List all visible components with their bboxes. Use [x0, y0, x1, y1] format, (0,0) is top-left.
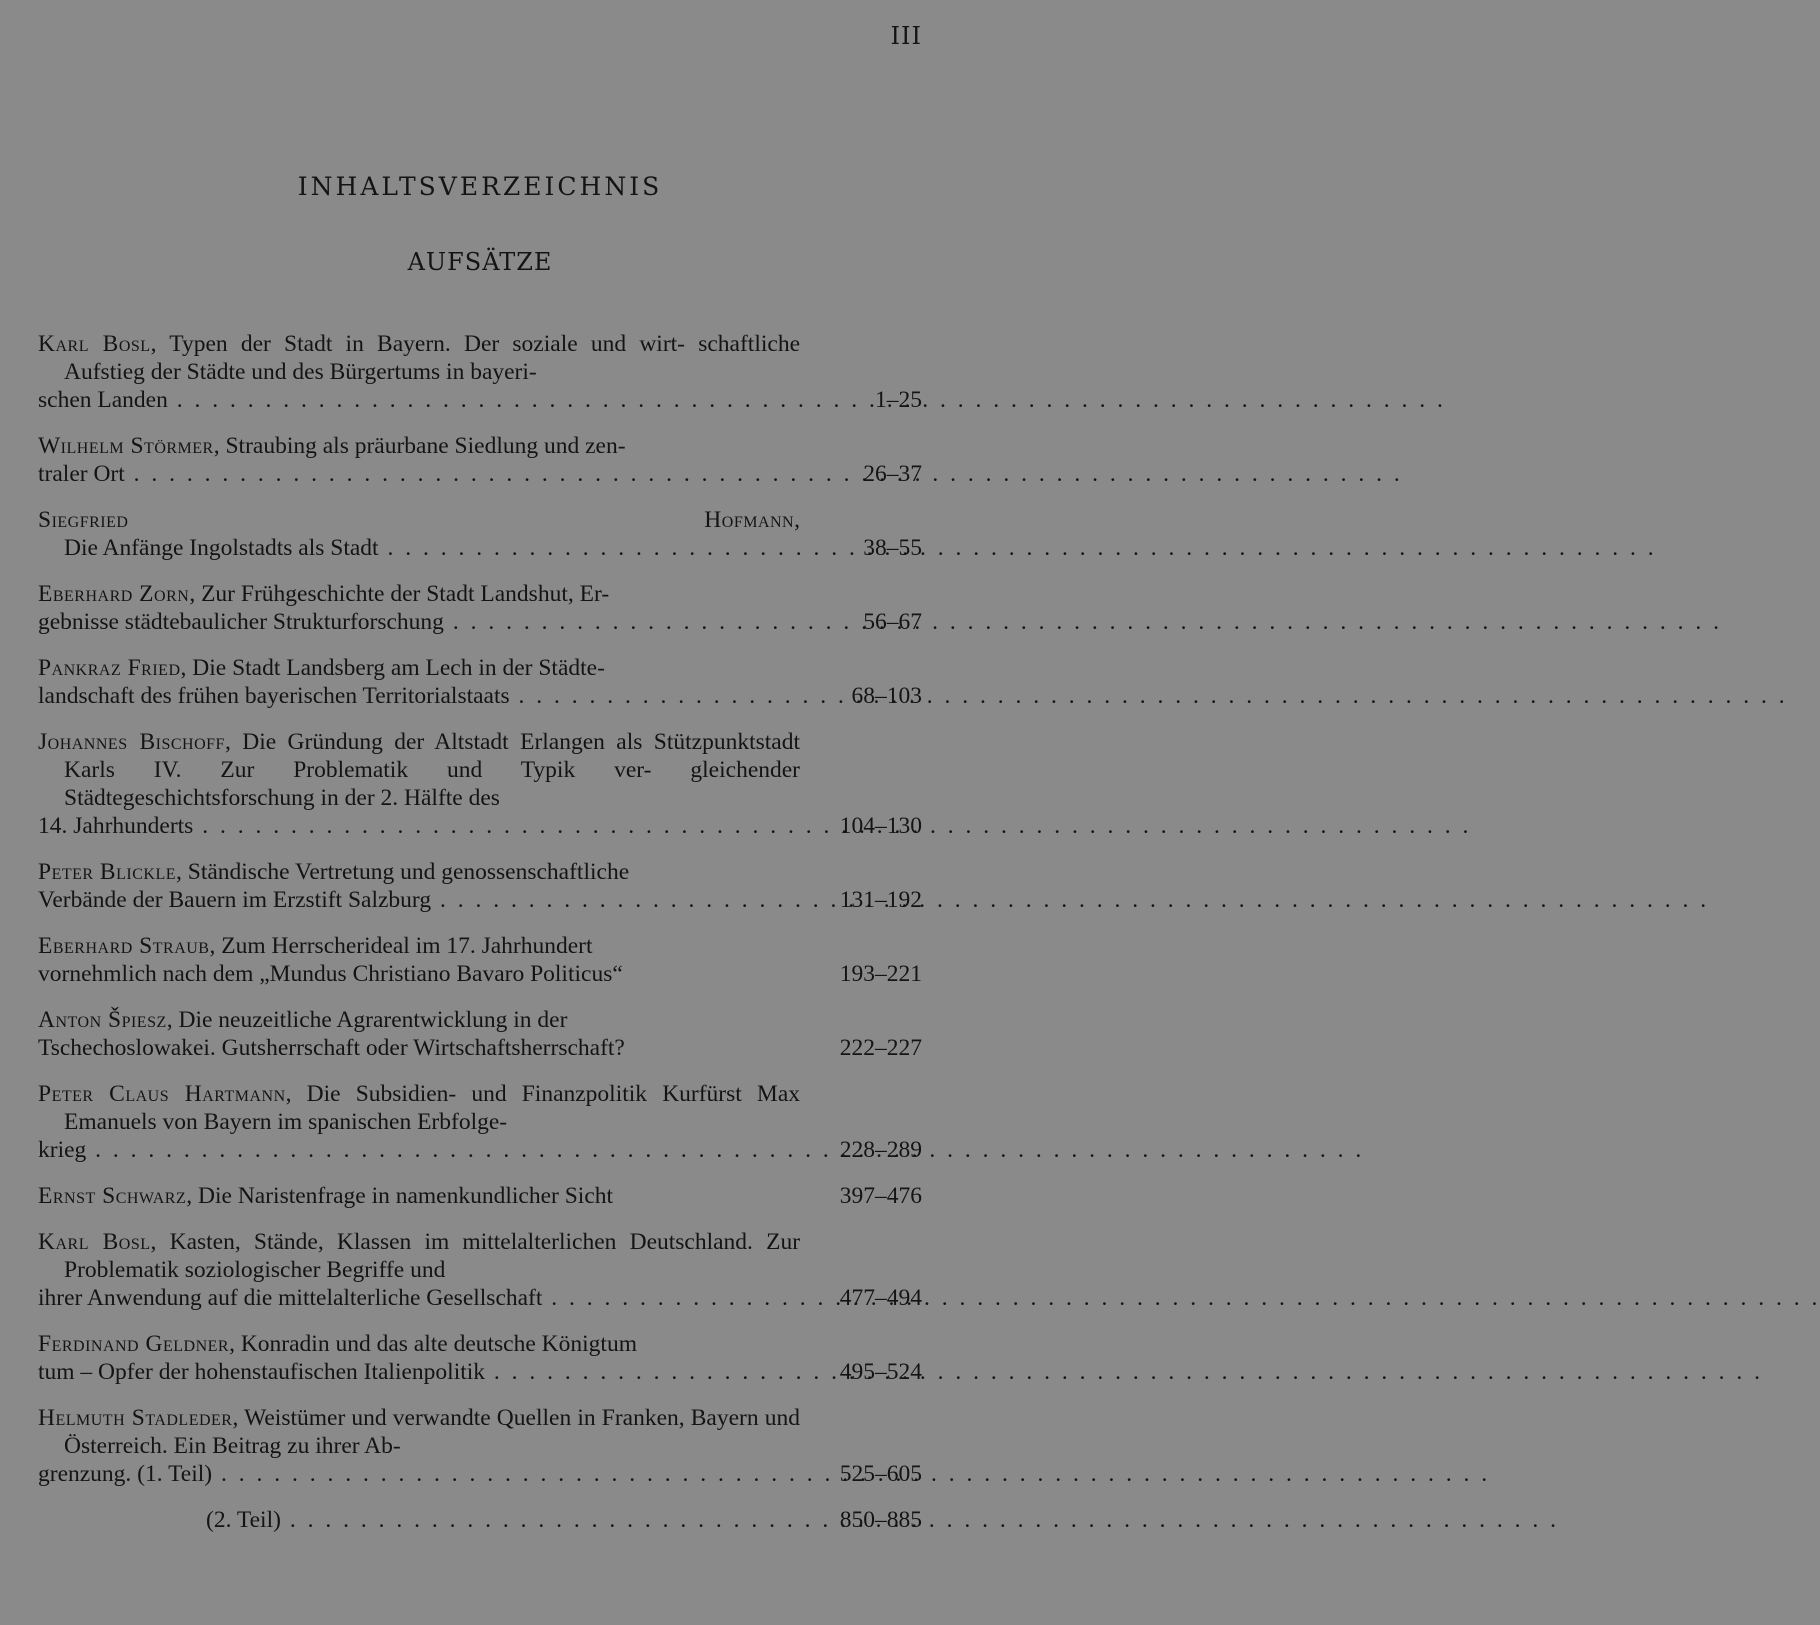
toc-entry-last-line: krieg . . . — [64, 1136, 800, 1164]
toc-entry-text: Peter Claus Hartmann, Die Subsidien- und Finanzpolitik Kurfürst Max Emanuels von Bayern im spanischen Erbfolge- krieg . . . — [38, 1080, 800, 1164]
toc-entry-pages: 495–524 — [839, 1359, 922, 1385]
toc-entry-last-line: ihrer Anwendung auf die mittelalterliche Gesellschaft . . . — [64, 1284, 800, 1312]
toc-entry-line: Straubing als präurbane Siedlung und zen- — [225, 433, 626, 459]
toc-entry-line: Die neuzeitliche Agrarentwicklung in der — [178, 1007, 568, 1033]
toc-entry-last-line: traler Ort . . . — [64, 460, 800, 488]
toc-entry — [38, 1404, 922, 1488]
toc-entry-pages: 193–221 — [839, 961, 922, 987]
toc-entry-text — [38, 1506, 942, 1534]
toc-entry — [38, 330, 922, 414]
toc-entry-text: Wilhelm Störmer, Straubing als präurbane Siedlung und zen- traler Ort . . . — [38, 432, 800, 488]
toc-entry-last-line: landschaft des frühen bayerischen Territorialstaats . . . — [64, 682, 800, 710]
toc-entry-line: schaftliche Aufstieg der Städte und des Bürgertums in bayeri- — [64, 331, 800, 385]
toc-entry-line: Deutschland. Zur Problematik soziologischer Begriffe und — [64, 1229, 801, 1283]
toc-entry-line: Kasten, Stände, Klassen im mittelalterlichen — [169, 1229, 617, 1255]
toc-entry-last-line: Tschechoslowakei. Gutsherrschaft oder Wirtschaftsherrschaft? — [38, 1035, 625, 1061]
toc-entry-line: Franken, Bayern und Österreich. Ein Beitrag zu ihrer Ab- — [64, 1405, 801, 1459]
toc-entry-text: Siegfried Hofmann, Die Anfänge Ingolstadts als Stadt . . . — [38, 506, 800, 562]
toc-entry-text: Pankraz Fried, Die Stadt Landsberg am Lech in der Städte- landschaft des frühen bayerischen Territorialstaats . . . — [38, 654, 800, 710]
toc-entry-text: Peter Blickle, Ständische Vertretung und genossenschaftliche Verbände der Bauern im Erzstift Salzburg . . . — [38, 858, 800, 914]
toc-entry-text: Helmuth Stadleder, Weistümer und verwandte Quellen in Franken, Bayern und Österreich. Ein Beitrag zu ihrer Ab- grenzung. (1. Teil) . . . — [38, 1404, 800, 1488]
toc-entry-text: Ferdinand Geldner, Konradin und das alte deutsche Königtum tum – Opfer der hohenstaufischen Italienpolitik . . . — [38, 1330, 800, 1386]
toc-entry — [38, 654, 922, 710]
toc-entry-author: Eberhard Zorn — [38, 581, 190, 607]
toc-entry-text: Karl Bosl, Typen der Stadt in Bayern. Der soziale und wirt- schaftliche Aufstieg der Städte und des Bürgertums in bayeri- schen Landen . . . — [38, 330, 800, 414]
toc-entry — [38, 580, 922, 636]
toc-entry-author: Pankraz Fried — [38, 655, 181, 681]
toc-entry-author: Peter Claus Hartmann — [38, 1081, 286, 1107]
toc-entry-pages: 228–289 — [839, 1137, 922, 1163]
toc-list — [38, 330, 922, 1552]
section-title: AUFSÄTZE — [407, 248, 553, 276]
toc-entry-last-line: vornehmlich nach dem „Mundus Christiano Bavaro Politicus“ — [38, 961, 623, 987]
toc-entry-pages: 68–103 — [851, 683, 922, 709]
toc-entry — [38, 1182, 922, 1210]
toc-entry-line: Ständische Vertretung und genossenschaftliche — [187, 859, 630, 885]
toc-entry-last-line: Die Anfänge Ingolstadts als Stadt . . . — [64, 535, 1657, 561]
toc-entry — [38, 1006, 922, 1062]
toc-entry-last-line: gebnisse städtebaulicher Strukturforschung . . . — [64, 608, 800, 636]
toc-entry-pages: 104–130 — [839, 813, 922, 839]
toc-entry-author: Karl Bosl — [38, 1229, 151, 1255]
toc-entry-author: Karl Bosl — [38, 331, 151, 357]
toc-entry-last-line: 14. Jahrhunderts . . . — [64, 812, 800, 840]
toc-entry-pages: 397–476 — [839, 1183, 922, 1209]
toc-entry — [38, 1228, 922, 1312]
toc-entry-pages: 1–25 — [875, 387, 922, 413]
toc-entry-last-line: Verbände der Bauern im Erzstift Salzburg . . . — [64, 886, 800, 914]
toc-entry-author: Siegfried Hofmann — [38, 507, 795, 533]
toc-entry-last-line: schen Landen . . . — [64, 386, 800, 414]
toc-entry-line: Zur Frühgeschichte der Stadt Landshut, Er- — [201, 581, 610, 607]
toc-entry-line: Konradin und das alte deutsche Königtum — [240, 1331, 637, 1357]
toc-entry-line: Typen der Stadt in Bayern. Der soziale und wirt- — [169, 331, 685, 357]
toc-entry-pages: 850–885 — [839, 1507, 922, 1533]
toc-entry-author: Johannes Bischoff — [38, 729, 225, 755]
page-number: III — [890, 22, 922, 50]
toc-entry-text: Johannes Bischoff, Die Gründung der Altstadt Erlangen als Stützpunktstadt Karls IV. Zur Problematik und Typik ver- gleichender Städtegeschichtsforschung in der 2. Hälfte des 14. Jahrhunderts . . . — [38, 728, 800, 840]
toc-entry-part2 — [38, 1506, 922, 1534]
toc-entry-author: Ferdinand Geldner — [38, 1331, 230, 1357]
toc-entry-last-line: tum – Opfer der hohenstaufischen Italienpolitik . . . — [64, 1358, 800, 1386]
toc-entry-author: Peter Blickle — [38, 859, 176, 885]
toc-title: INHALTSVERZEICHNIS — [297, 172, 663, 201]
toc-entry — [38, 728, 922, 840]
toc-entry — [38, 506, 922, 562]
toc-entry-last-line: grenzung. (1. Teil) . . . — [64, 1460, 800, 1488]
toc-entry — [38, 1330, 922, 1386]
toc-entry-pages: 131–192 — [839, 887, 922, 913]
toc-entry-pages: 56–67 — [863, 609, 922, 635]
toc-entry — [38, 932, 922, 988]
toc-entry-author: Wilhelm Störmer — [38, 433, 214, 459]
toc-entry-author: Helmuth Stadleder — [38, 1405, 233, 1431]
toc-entry-pages: 525–605 — [839, 1461, 922, 1487]
toc-entry-author: Anton Špiesz — [38, 1007, 167, 1033]
toc-entry — [38, 432, 922, 488]
toc-entry-text: Anton Špiesz, Die neuzeitliche Agrarentwicklung in der Tschechoslowakei. Gutsherrschaft oder Wirtschaftsherrschaft? — [38, 1006, 800, 1062]
toc-entry-pages: 477–494 — [839, 1285, 922, 1311]
toc-entry-author: Eberhard Straub — [38, 933, 210, 959]
toc-entry-text: Karl Bosl, Kasten, Stände, Klassen im mittelalterlichen Deutschland. Zur Problematik soziologischer Begriffe und ihrer Anwendung auf die mittelalterliche Gesellschaft . . . — [38, 1228, 800, 1312]
toc-entry-line: Die Subsidien- und Finanzpolitik — [306, 1081, 648, 1107]
toc-entry-line: Die Stadt Landsberg am Lech in der Städte- — [192, 655, 605, 681]
toc-entry-pages: 26–37 — [863, 461, 922, 487]
toc-entry — [38, 858, 922, 914]
toc-entry-line: Kurfürst Max Emanuels von Bayern im spanischen Erbfolge- — [64, 1081, 801, 1135]
toc-entry-text: Ernst Schwarz, Die Naristenfrage in namenkundlicher Sicht — [38, 1183, 614, 1209]
toc-entry-text: Eberhard Zorn, Zur Frühgeschichte der Stadt Landshut, Er- gebnisse städtebaulicher Strukturforschung . . . — [38, 580, 800, 636]
toc-entry-last-line: Die Naristenfrage in namenkundlicher Sicht — [198, 1183, 614, 1209]
toc-entry-pages: 222–227 — [839, 1035, 922, 1061]
toc-entry — [38, 1080, 922, 1164]
toc-entry-line: Weistümer und verwandte Quellen in — [244, 1405, 596, 1431]
toc-entry-author: Ernst Schwarz — [38, 1183, 187, 1209]
toc-entry-line: Die Gründung der Altstadt Erlangen als — [242, 729, 643, 755]
toc-entry-last-line: (2. Teil) . . . — [206, 1506, 942, 1534]
toc-entry-line: Zum Herrscherideal im 17. Jahrhundert — [221, 933, 593, 959]
toc-entry-pages: 38–55 — [863, 535, 922, 561]
toc-entry-text: Eberhard Straub, Zum Herrscherideal im 17. Jahrhundert vornehmlich nach dem „Mundus Christiano Bavaro Politicus“ — [38, 932, 800, 988]
toc-entry-line: Stützpunktstadt Karls IV. Zur Problematik und Typik ver- — [64, 729, 801, 783]
toc-entry-line: gleichender Städtegeschichtsforschung in der 2. Hälfte des — [64, 757, 801, 811]
